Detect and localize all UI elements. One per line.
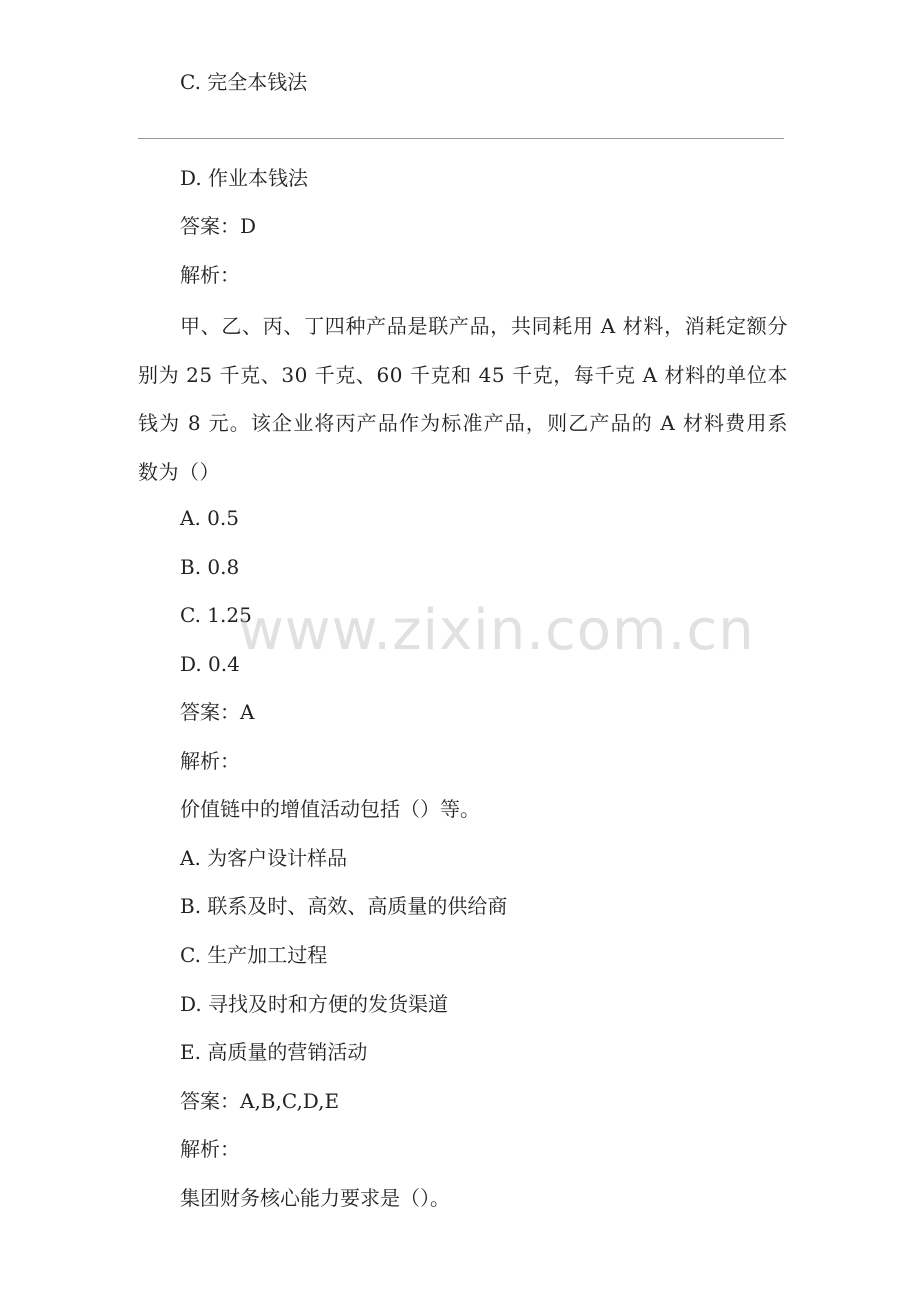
- question-2-option-c: C. 生产加工过程: [180, 943, 328, 967]
- question-3-stem: 集团财务核心能力要求是（）。: [180, 1186, 450, 1210]
- question-2-analysis-label: 解析：: [180, 1137, 240, 1161]
- prev-analysis-label: 解析：: [180, 263, 240, 287]
- site-watermark: www.zixin.com.cn: [238, 598, 755, 663]
- page-divider: [138, 138, 784, 139]
- question-2-stem: 价值链中的增值活动包括（）等。: [180, 797, 480, 821]
- question-1-option-d: D. 0.4: [180, 652, 240, 676]
- question-2-option-e: E. 高质量的营销活动: [180, 1040, 368, 1064]
- question-1-option-a: A. 0.5: [180, 506, 239, 530]
- question-2-option-b: B. 联系及时、高效、高质量的供给商: [180, 894, 508, 918]
- question-1-stem: 甲、乙、丙、丁四种产品是联产品，共同耗用 A 材料，消耗定额分别为 25 千克、30 千克、60 千克和 45 千克，每千克 A 材料的单位本钱为 8 元。该企业将丙产品作为标准产品，则乙产品的 A 材料费用系数为（）: [138, 314, 788, 484]
- question-1-analysis-label: 解析：: [180, 749, 240, 773]
- question-2-option-d: D. 寻找及时和方便的发货渠道: [180, 992, 449, 1016]
- question-2-answer: 答案：A,B,C,D,E: [180, 1089, 340, 1113]
- prev-option-d: D. 作业本钱法: [180, 166, 309, 190]
- prev-option-c: C. 完全本钱法: [180, 70, 308, 94]
- prev-answer: 答案：D: [180, 214, 257, 238]
- question-2-option-a: A. 为客户设计样品: [180, 846, 348, 870]
- question-1-option-c: C. 1.25: [180, 603, 252, 627]
- question-1-option-b: B. 0.8: [180, 555, 240, 579]
- question-1-answer: 答案：A: [180, 700, 255, 724]
